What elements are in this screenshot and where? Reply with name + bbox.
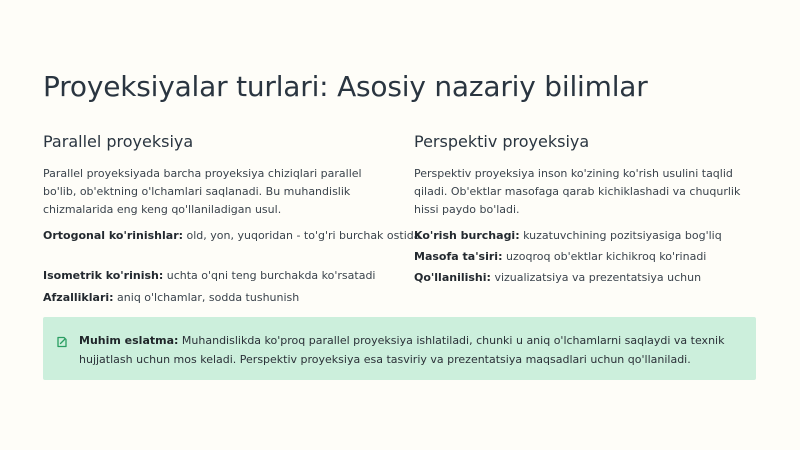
item-label: Ortogonal ko'rinishlar:	[43, 229, 184, 242]
note-body: Muhandislikda ko'proq parallel proyeksiya ishlatiladi, chunki u aniq o'lchamlarni saqlaydi va texnik hujjatlash uchun mos keladi. Perspektiv proyeksiya esa tasviriy va prezentatsiya maqsadlari uchun qo'llaniladi.	[79, 334, 725, 366]
perspective-projection-section	[414, 132, 759, 290]
list-item	[414, 269, 759, 287]
item-label: Qo'llanilishi:	[414, 271, 491, 284]
item-text: uzoqroq ob'ektlar kichikroq ko'rinadi	[505, 250, 707, 263]
item-text: aniq o'lchamlar, sodda tushunish	[117, 291, 300, 304]
important-note-box	[43, 317, 756, 380]
note-edit-icon	[56, 333, 68, 345]
page-title: Proyeksiyalar turlari: Asosiy nazariy bilimlar	[43, 70, 648, 103]
list-item	[414, 248, 759, 266]
item-text: uchta o'qni teng burchakda ko'rsatadi	[166, 269, 376, 282]
item-text: kuzatuvchining pozitsiyasiga bog'liq	[523, 229, 722, 242]
list-item	[43, 289, 388, 307]
item-label: Masofa ta'siri:	[414, 250, 503, 263]
item-label: Isometrik ko'rinish:	[43, 269, 164, 282]
section-description: Perspektiv proyeksiya inson ko'zining ko'rish usulini taqlid qiladi. Ob'ektlar masofaga qarab kichiklashadi va chuqurlik hissi paydo bo'ladi.	[414, 167, 741, 216]
item-label: Ko'rish burchagi:	[414, 229, 520, 242]
section-heading: Perspektiv proyeksiya	[414, 132, 590, 151]
note-text	[79, 331, 744, 369]
item-text: old, yon, yuqoridan - to'g'ri burchak ostida	[186, 229, 421, 242]
list-item	[43, 267, 388, 285]
parallel-projection-section	[43, 132, 421, 307]
section-heading: Parallel proyeksiya	[43, 132, 194, 151]
item-text: vizualizatsiya va prezentatsiya uchun	[494, 271, 702, 284]
list-item	[43, 227, 421, 245]
section-description: Parallel proyeksiyada barcha proyeksiya chiziqlari parallel bo'lib, ob'ektning o'lchamlari saqlanadi. Bu muhandislik chizmalarida eng keng qo'llaniladigan usul.	[43, 167, 362, 216]
list-item	[414, 227, 759, 245]
note-label: Muhim eslatma:	[79, 334, 179, 347]
item-label: Afzalliklari:	[43, 291, 114, 304]
